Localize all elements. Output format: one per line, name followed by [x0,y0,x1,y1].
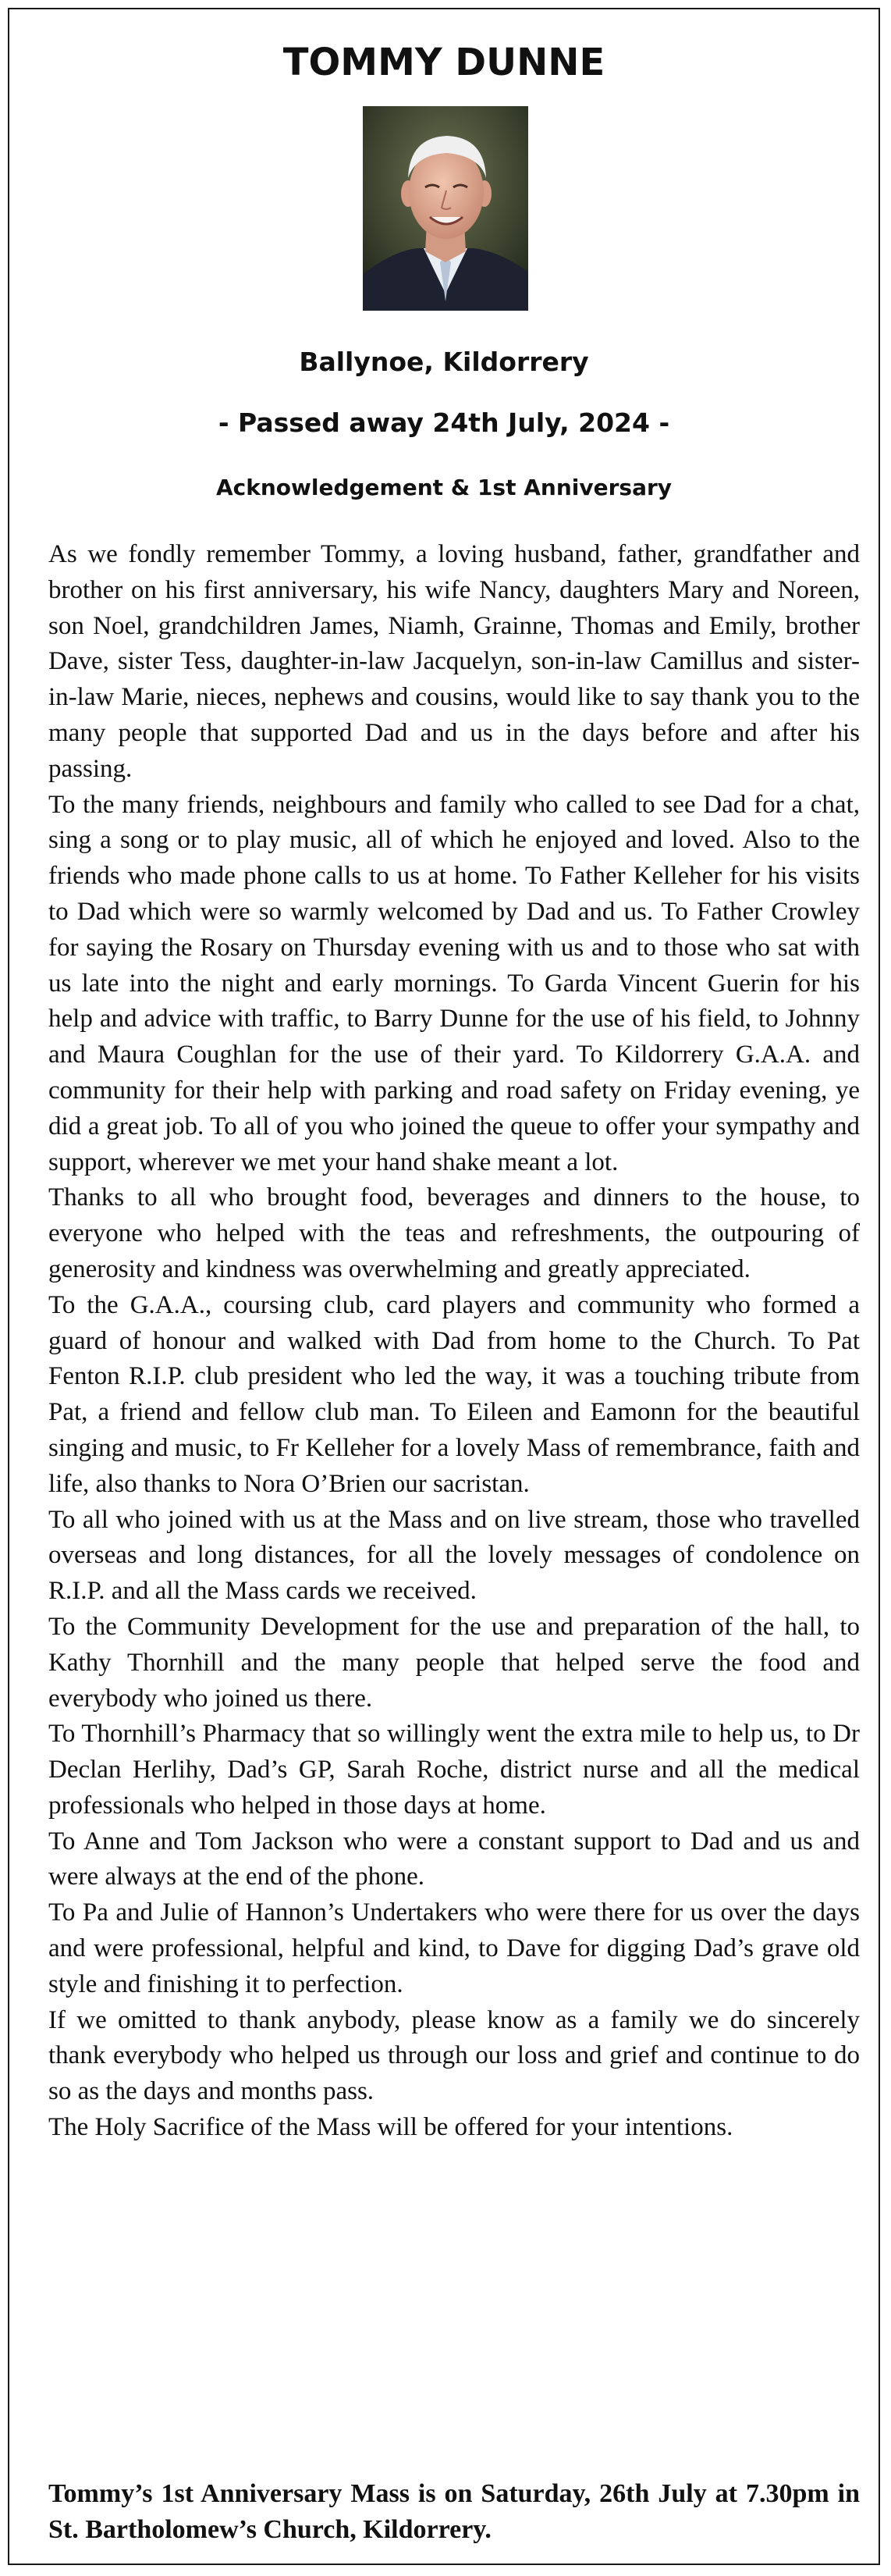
notice-subtitle: Acknowledgement & 1st Anniversary [215,475,673,500]
paragraph: To Anne and Tom Jackson who were a constant support to Dad and us and were always at the end of the phone. [48,1827,860,1891]
paragraph: To the G.A.A., coursing club, card players and community who formed a guard of honour and walked with Dad from home to the Church. To Pat Fenton R.I.P. club president who led the way, it was a touching tribute from Pat, a friend and fellow club man. To Eileen and Eamonn for the beautiful singing and music, to Fr Kelleher for a lovely Mass of remembrance, faith and life, also thanks to Nora O’Brien our sacristan. [48,1290,860,1498]
paragraph: To Thornhill’s Pharmacy that so willingly went the extra mile to help us, to Dr Declan Herlihy, Dad’s GP, Sarah Roche, district nurse and all the medical professionals who helped in those days at home. [48,1720,860,1820]
paragraph: If we omitted to thank anybody, please know as a family we do sincerely thank everybody who helped us through our loss and grief and continue to do so as the days and months pass. [48,2005,860,2106]
deceased-location: Ballynoe, Kildorrery [299,347,589,377]
date-of-passing: - Passed away 24th July, 2024 - [218,407,670,438]
deceased-name: TOMMY DUNNE [282,41,605,84]
paragraph: The Holy Sacrifice of the Mass will be offered for your intentions. [48,2113,733,2142]
paragraph: As we fondly remember Tommy, a loving husband, father, grandfather and brother on his first anniversary, his wife Nancy, daughters Mary and Noreen, son Noel, grandchildren James, Niamh, Grainne, Thomas and Emily, brother Dave, sister Tess, daughter-in-law Jacquelyn, son-in-law Camillus and sister-in-law Marie, nieces, nephews and cousins, would like to say thank you to the many people that supported Dad and us in the days before and after his passing. [48,540,860,783]
portrait-photo [363,106,528,311]
paragraph: To all who joined with us at the Mass and on live stream, those who travelled overseas and long distances, for all the lovely messages of condolence on R.I.P. and all the Mass cards we received. [48,1505,860,1606]
obituary-notice [8,8,880,2565]
paragraph: To Pa and Julie of Hannon’s Undertakers who were there for us over the days and were professional, helpful and kind, to Dave for digging Dad’s grave old style and finishing it to perfection. [48,1898,860,1998]
portrait-illustration [363,106,528,311]
acknowledgement-text [48,537,860,2146]
paragraph: To the Community Development for the use and preparation of the hall, to Kathy Thornhill and the many people that helped serve the food and everybody who joined us there. [48,1612,860,1713]
paragraph: To the many friends, neighbours and family who called to see Dad for a chat, sing a song or to play music, all of which he enjoyed and loved. Also to the friends who made phone calls to us at home. To Father Kelleher for his visits to Dad which were so warmly welcomed by Dad and us. To Father Crowley for saying the Rosary on Thursday evening with us and to those who sat with us late into the night and early mornings. To Garda Vincent Guerin for his help and advice with traffic, to Barry Dunne for the use of his field, to Johnny and Maura Coughlan for the use of their yard. To Kildorrery G.A.A. and community for their help with parking and road safety on Friday evening, ye did a great job. To all of you who joined the queue to offer your sympathy and support, wherever we met your hand shake meant a lot. [48,790,860,1176]
paragraph: Thanks to all who brought food, beverages and dinners to the house, to everyone who helped with the teas and refreshments, the outpouring of generosity and kindness was overwhelming and greatly appreciated. [48,1183,860,1283]
anniversary-mass-notice: Tommy’s 1st Anniversary Mass is on Saturday, 26th July at 7.30pm in St. Bartholomew’s Church, Kildorrery. [48,2479,860,2544]
